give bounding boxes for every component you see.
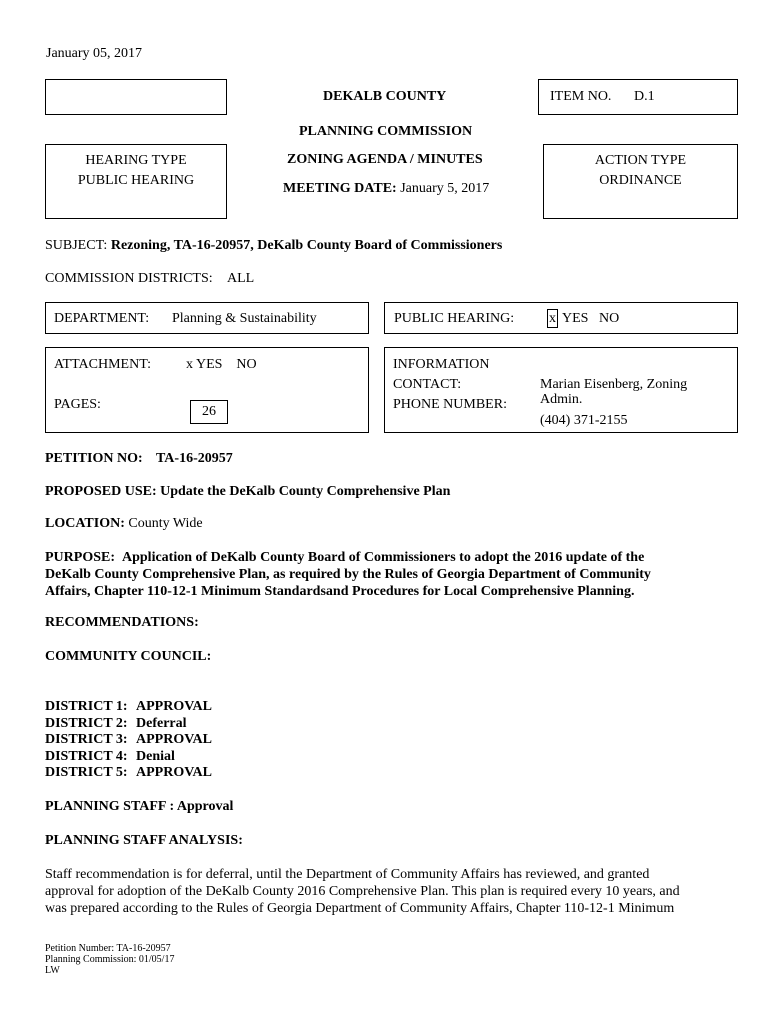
list-item — [45, 716, 212, 733]
district-vote: APPROVAL — [136, 732, 212, 747]
department-value: Planning & Sustainability — [172, 311, 317, 326]
department-box — [45, 302, 369, 334]
hearing-type-value: PUBLIC HEARING — [77, 173, 195, 188]
district-vote: APPROVAL — [136, 699, 212, 714]
proposed-use-value: Update the DeKalb County Comprehensive Plan — [160, 484, 451, 499]
hearing-type-label: HEARING TYPE — [85, 153, 187, 168]
location-line — [45, 516, 203, 532]
subject-value: Rezoning, TA-16-20957, DeKalb County Board of Commissioners — [110, 238, 503, 253]
pages-label: PAGES: — [54, 397, 101, 412]
purpose-line2: DeKalb County Comprehensive Plan, as required by the Rules of Georgia Department of Community — [45, 567, 651, 582]
petition-value: TA-16-20957 — [156, 451, 233, 466]
recommendations-heading: RECOMMENDATIONS: — [45, 615, 199, 630]
attachment-box — [45, 347, 369, 433]
contact-label: CONTACT: — [393, 377, 462, 392]
information-label: INFORMATION — [393, 357, 490, 372]
item-number-value: D.1 — [634, 89, 655, 104]
public-hearing-checkbox[interactable]: x — [549, 311, 556, 326]
district-label: DISTRICT 1: — [45, 699, 128, 714]
footer-petition-number: Petition Number: TA-16-20957 — [45, 943, 171, 954]
purpose-block — [45, 549, 651, 600]
attachment-label: ATTACHMENT: — [54, 357, 151, 372]
staff-analysis-line3: was prepared according to the Rules of Georgia Department of Community Affairs, Chapter 110-12-1 Minimum — [45, 901, 675, 916]
purpose-line3: Affairs, Chapter 110-12-1 Minimum Standardsand Procedures for Local Comprehensive Planning. — [45, 584, 635, 599]
empty-box — [45, 79, 227, 115]
contact-name-line2: Admin. — [540, 392, 583, 407]
footer-planning-commission: Planning Commission: 01/05/17 — [45, 954, 175, 965]
commission-districts-label: COMMISSION DISTRICTS: — [45, 271, 213, 286]
district-label: DISTRICT 4: — [45, 748, 128, 764]
district-label: DISTRICT 2: — [45, 715, 128, 731]
community-council-heading: COMMUNITY COUNCIL: — [45, 649, 212, 664]
subject-line — [45, 238, 502, 254]
district-votes-list — [45, 699, 212, 782]
district-vote: Deferral — [136, 715, 187, 731]
action-type-value: ORDINANCE — [599, 173, 682, 188]
staff-analysis-heading: PLANNING STAFF ANALYSIS: — [45, 833, 243, 848]
item-number-box — [538, 79, 738, 115]
hearing-type-box — [45, 144, 227, 219]
phone-number-label: PHONE NUMBER: — [393, 397, 507, 412]
meeting-date — [283, 181, 489, 197]
list-item — [45, 732, 212, 749]
planning-staff-recommendation: PLANNING STAFF : Approval — [45, 799, 234, 814]
district-label: DISTRICT 3: — [45, 732, 128, 747]
contact-phone: (404) 371-2155 — [540, 413, 628, 428]
district-label: DISTRICT 5: — [45, 765, 128, 780]
footer — [45, 943, 174, 976]
location-value: County Wide — [128, 516, 203, 531]
meeting-date-value: January 5, 2017 — [400, 181, 490, 196]
district-vote: Denial — [136, 748, 175, 764]
public-hearing-yes: YES — [562, 311, 589, 326]
proposed-use-line — [45, 484, 450, 500]
county-title: DEKALB COUNTY — [323, 89, 447, 104]
location-label: LOCATION: — [45, 516, 125, 531]
proposed-use-label: PROPOSED USE: — [45, 484, 157, 499]
petition-label: PETITION NO: — [45, 451, 143, 466]
meeting-date-label: MEETING DATE: — [283, 181, 397, 196]
list-item — [45, 749, 212, 766]
public-hearing-box — [384, 302, 738, 334]
item-number-label: ITEM NO. — [550, 89, 612, 104]
subject-label: SUBJECT: — [45, 238, 108, 253]
document-date: January 05, 2017 — [46, 46, 143, 61]
purpose-line1: Application of DeKalb County Board of Commissioners to adopt the 2016 update of the — [122, 550, 645, 565]
staff-analysis-line2: approval for adoption of the DeKalb County 2016 Comprehensive Plan. This plan is required every 10 years, and — [45, 884, 680, 899]
footer-initials: LW — [45, 965, 60, 976]
commission-title: PLANNING COMMISSION — [299, 124, 473, 139]
action-type-box — [543, 144, 738, 219]
public-hearing-no: NO — [599, 311, 620, 326]
action-type-label: ACTION TYPE — [594, 153, 687, 168]
staff-analysis-text — [45, 866, 680, 917]
contact-box — [384, 347, 738, 433]
department-label: DEPARTMENT: — [54, 311, 150, 326]
district-vote: APPROVAL — [136, 765, 212, 780]
list-item — [45, 699, 212, 716]
purpose-label: PURPOSE: — [45, 550, 115, 565]
staff-analysis-line1: Staff recommendation is for deferral, until the Department of Community Affairs has reviewed, and granted — [45, 867, 650, 882]
attachment-value: x YES NO — [186, 357, 257, 372]
agenda-title: ZONING AGENDA / MINUTES — [287, 152, 483, 167]
list-item — [45, 765, 212, 782]
contact-name-line1: Marian Eisenberg, Zoning — [540, 377, 688, 392]
commission-districts-value: ALL — [227, 271, 255, 286]
pages-value: 26 — [190, 400, 228, 424]
public-hearing-label: PUBLIC HEARING: — [394, 311, 515, 326]
